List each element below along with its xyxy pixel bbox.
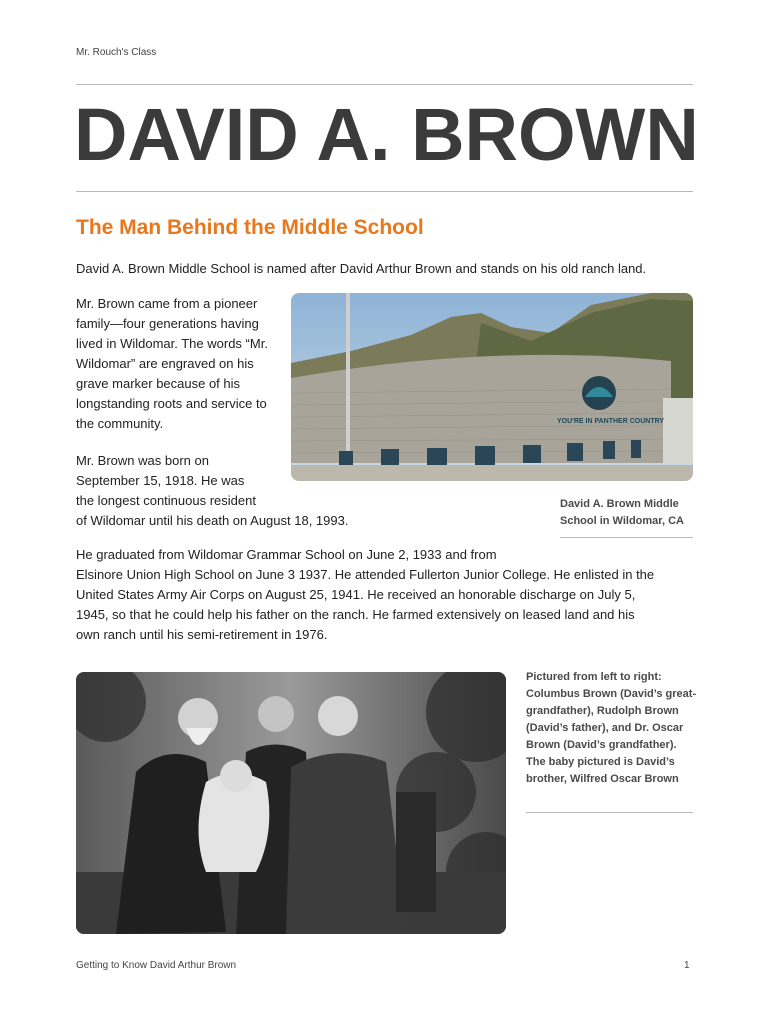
intro-paragraph: David A. Brown Middle School is named after David Arthur Brown and stands on his old ranch land.	[76, 261, 647, 276]
school-photo-caption: David A. Brown Middle School in Wildomar, CA	[560, 498, 684, 527]
family-photo-caption: Pictured from left to right: Columbus Brown (David’s great-grandfather), Rudolph Brown (David’s father), and Dr. Oscar Brown (David’s grandfather). The baby pictured is David’s brother, Wilfred Oscar Brown	[526, 671, 697, 785]
education-line: 1945, so that he could help his father on the ranch. He farmed extensively on leased land and his	[76, 607, 635, 622]
caption-rule	[560, 537, 693, 538]
education-line: United States Army Air Corps on August 25, 1941. He received an honorable discharge on July 5,	[76, 587, 636, 602]
birth-line: September 15, 1918. He was	[76, 473, 245, 488]
birth-line: the longest continuous resident	[76, 493, 256, 508]
education-paragraph	[76, 545, 696, 645]
school-photo	[291, 293, 693, 481]
pioneer-paragraph: Mr. Brown came from a pioneer family—four generations having lived in Wildomar. The words “Mr. Wildomar” are engraved on his grave marker because of his longstanding roots and service to the community.	[76, 296, 268, 431]
caption2-rule	[526, 812, 693, 813]
education-line: He graduated from Wildomar Grammar School on June 2, 1933 and from	[76, 547, 497, 562]
birth-line: Mr. Brown was born on	[76, 453, 209, 468]
family-photo	[76, 672, 506, 934]
page-number: 1	[684, 960, 690, 971]
page-title: DAVID A. BROWN	[74, 93, 699, 176]
birth-line: of Wildomar until his death on August 18, 1993.	[76, 513, 349, 528]
education-line: own ranch until his semi-retirement in 1976.	[76, 627, 328, 642]
top-rule	[76, 84, 693, 85]
section-subtitle: The Man Behind the Middle School	[76, 216, 424, 239]
class-label: Mr. Rouch's Class	[76, 47, 157, 58]
education-line: Elsinore Union High School on June 3 1937. He attended Fullerton Junior College. He enlisted in the	[76, 567, 655, 582]
school-sign: YOU'RE IN PANTHER COUNTRY	[557, 418, 665, 425]
title-rule	[76, 191, 693, 192]
footer-text: Getting to Know David Arthur Brown	[76, 960, 237, 971]
